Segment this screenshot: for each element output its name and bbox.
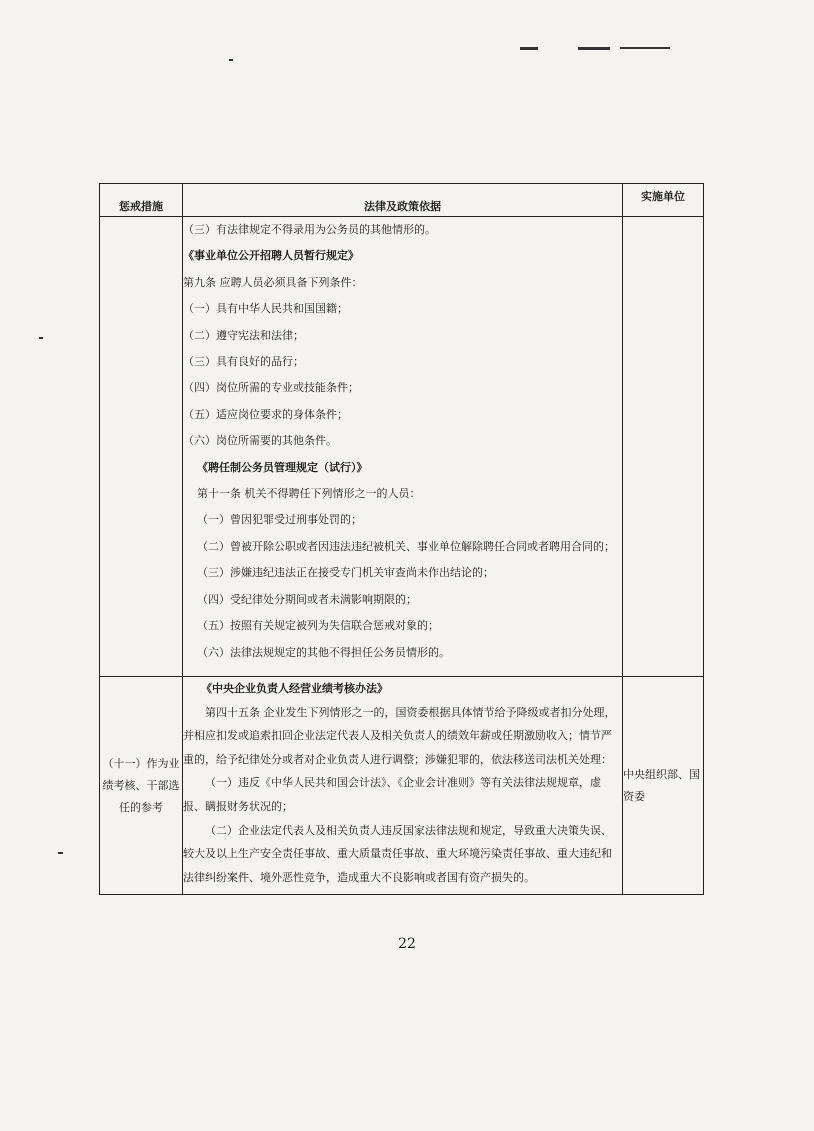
table-row (100, 217, 704, 677)
scan-artifact (58, 852, 63, 854)
article-title: 第九条 应聘人员必须具备下列条件： (183, 275, 363, 289)
list-item: （六）法律法规规定的其他不得担任公务员情形的。 (197, 645, 450, 659)
header-basis: 法律及政策依据 (183, 184, 623, 217)
measure-cell-empty (100, 217, 183, 677)
scan-artifact (620, 47, 670, 49)
scan-artifact (39, 337, 43, 339)
list-item: （五）适应岗位要求的身体条件； (183, 407, 348, 421)
page-number: 22 (398, 936, 416, 952)
article-title: 第十一条 机关不得聘任下列情形之一的人员： (197, 487, 421, 501)
list-item: （五）按照有关规定被列为失信联合惩戒对象的； (197, 619, 439, 633)
list-item: （一）曾因犯罪受过刑事处罚的； (197, 513, 362, 527)
list-item: （三）具有良好的品行； (183, 355, 304, 369)
list-item: （一）具有中华人民共和国国籍； (183, 302, 348, 316)
scan-artifact (520, 47, 538, 50)
basis-cell (183, 217, 623, 677)
list-item: （三）有法律规定不得录用为公务员的其他情形的。 (183, 223, 436, 236)
list-item: （六）岗位所需要的其他条件。 (183, 434, 337, 448)
basis-cell (183, 677, 623, 895)
list-item: （二）企业法定代表人及相关负责人违反国家法律法规和规定，导致重大决策失误、较大及以上生产安全责任事故、重大质量责任事故、重大环境污染责任事故、重大违纪和法律纠纷案件、境外恶性竞争，造成重大不良影响或者国有资产损失的。 (183, 823, 612, 884)
scan-artifact (578, 47, 610, 50)
list-item: （二）曾被开除公职或者因违法违纪被机关、事业单位解除聘任合同或者聘用合同的； (197, 539, 615, 553)
header-unit: 实施单位 (623, 184, 704, 217)
list-item: （四）受纪律处分期间或者未满影响期限的； (197, 592, 417, 606)
regulation-title: 《中央企业负责人经营业绩考核办法》 (201, 682, 388, 695)
scan-artifact (229, 59, 233, 61)
table-header-row (100, 184, 704, 217)
header-measure: 惩戒措施 (100, 184, 183, 217)
table-row (100, 677, 704, 895)
regulation-title: 《事业单位公开招聘人员暂行规定》 (183, 249, 359, 263)
list-item: （一）违反《中华人民共和国会计法》、《企业会计准则》等有关法律法规规章，虚报、瞒报财务状况的； (183, 776, 601, 813)
list-item: （四）岗位所需的专业或技能条件； (183, 381, 359, 395)
list-item: （三）涉嫌违纪违法正在接受专门机关审查尚未作出结论的； (197, 566, 494, 580)
measure-cell: （十一）作为业绩考核、干部选任的参考 (100, 677, 183, 895)
regulation-title: 《聘任制公务员管理规定（试行）》 (197, 460, 368, 474)
list-item: （二）遵守宪法和法律； (183, 328, 304, 342)
article-paragraph: 第四十五条 企业发生下列情形之一的，国资委根据具体情节给予降级或者扣分处理，并相应扣发或追索扣回企业法定代表人及相关负责人的绩效年薪或任期激励收入；情节严重的，给予纪律处分或者对企业负责人进行调整；涉嫌犯罪的，依法移送司法机关处理： (183, 705, 616, 766)
unit-cell-empty (623, 217, 704, 677)
policy-table (99, 183, 704, 895)
unit-cell: 中央组织部、国资委 (623, 677, 704, 895)
